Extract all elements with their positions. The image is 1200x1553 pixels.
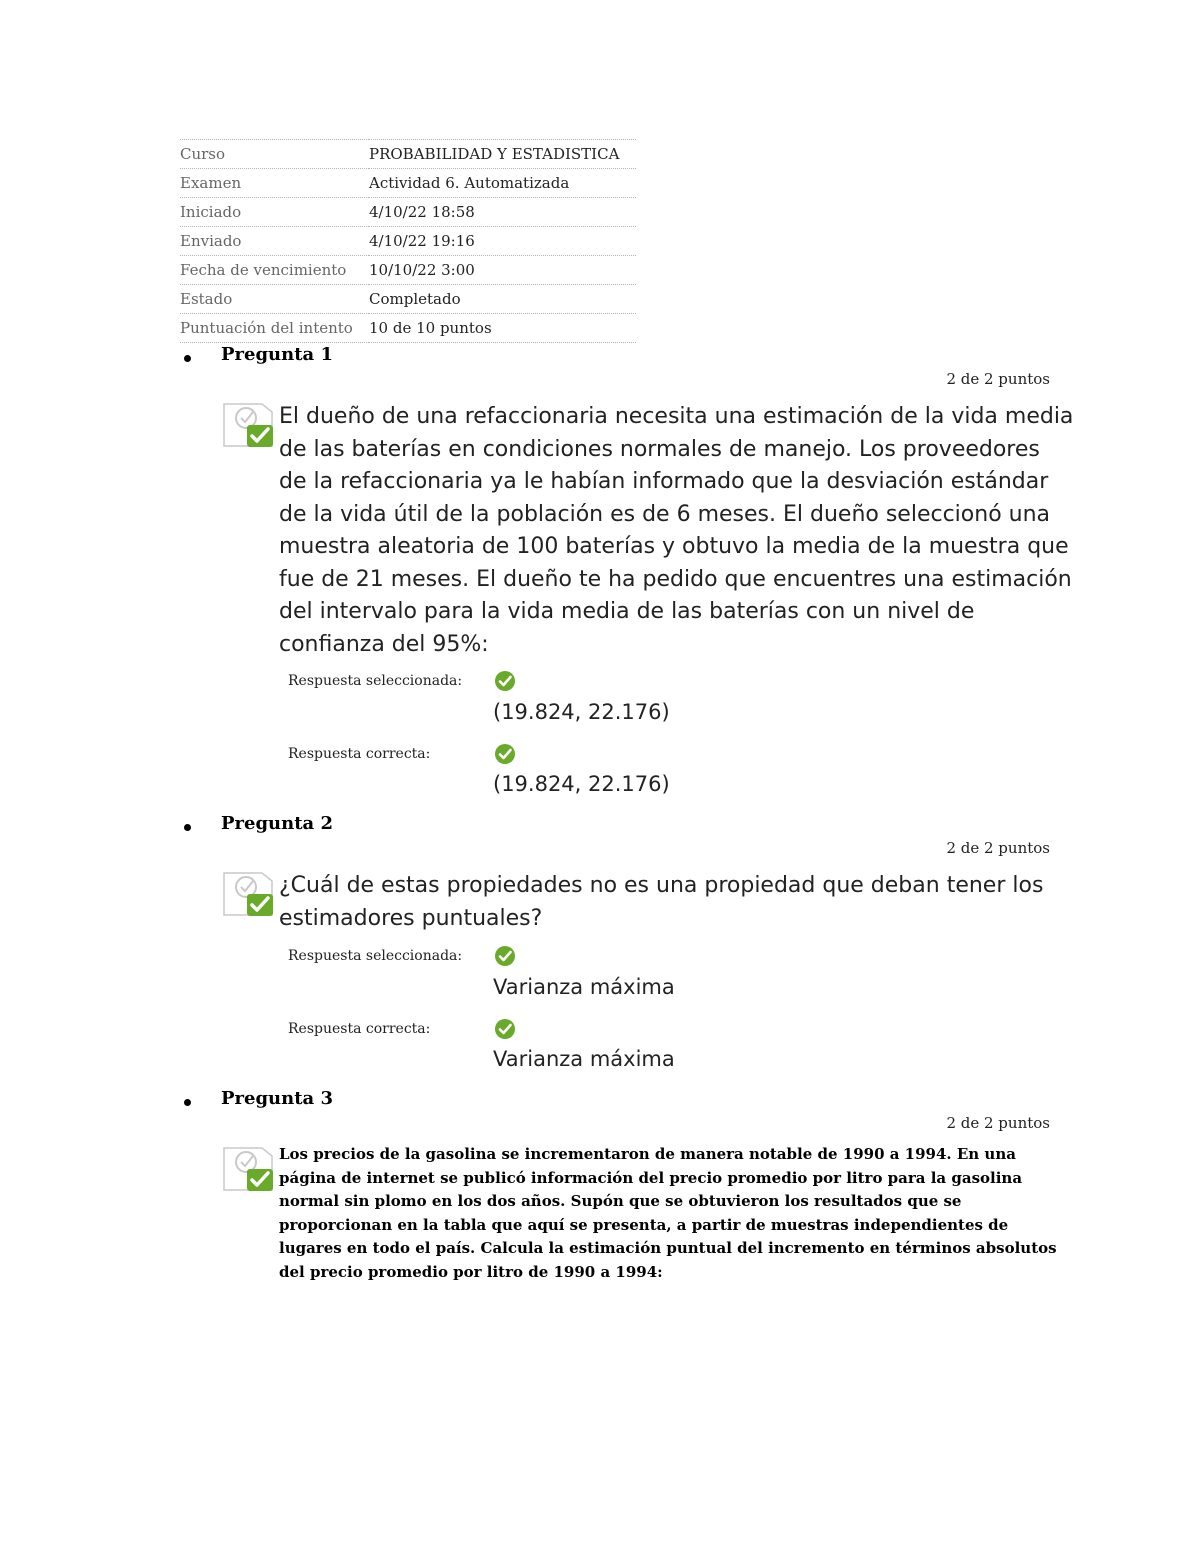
correct-answer-icon (222, 867, 276, 917)
question-title: Pregunta 1 (221, 344, 333, 365)
summary-value: 10/10/22 3:00 (369, 256, 636, 285)
summary-value: PROBABILIDAD Y ESTADISTICA (369, 140, 636, 169)
summary-label: Curso (180, 140, 369, 169)
summary-value: Actividad 6. Automatizada (369, 169, 636, 198)
check-icon (494, 945, 516, 967)
question-points: 2 de 2 puntos (946, 1114, 1050, 1132)
summary-value: 4/10/22 18:58 (369, 198, 636, 227)
selected-answer-label: Respuesta seleccionada: (288, 948, 463, 964)
correct-answer-icon (222, 1142, 276, 1192)
correct-answer-label: Respuesta correcta: (288, 1021, 431, 1037)
selected-answer-label: Respuesta seleccionada: (288, 673, 463, 689)
summary-label: Examen (180, 169, 369, 198)
summary-row (180, 314, 636, 343)
correct-answer-label: Respuesta correcta: (288, 746, 431, 762)
check-icon (494, 670, 516, 692)
summary-row (180, 285, 636, 314)
question-text: Los precios de la gasolina se incrementaron de manera notable de 1990 a 1994. En una página de internet se publicó información del precio promedio por litro para la gasolina normal sin plomo en los dos años. Supón que se obtuvieron los resultados que se proporcionan en la tabla que aquí se presenta, a partir de muestras independientes de lugares en todo el país. Calcula la estimación puntual del incremento en términos absolutos del precio promedio por litro de 1990 a 1994: (279, 1145, 1057, 1281)
check-icon (494, 743, 516, 765)
bullet (184, 355, 191, 362)
correct-answer-value: (19.824, 22.176) (493, 772, 670, 796)
summary-label: Estado (180, 285, 369, 314)
summary-row (180, 140, 636, 169)
summary-row (180, 198, 636, 227)
bullet (184, 824, 191, 831)
summary-label: Enviado (180, 227, 369, 256)
question-points: 2 de 2 puntos (946, 839, 1050, 857)
summary-label: Puntuación del intento (180, 314, 369, 343)
question-text: ¿Cuál de estas propiedades no es una propiedad que deban tener los estimadores puntuales? (279, 873, 1044, 931)
correct-answer-icon (222, 398, 276, 448)
summary-row (180, 169, 636, 198)
summary-value: 10 de 10 puntos (369, 314, 636, 343)
summary-value: Completado (369, 285, 636, 314)
question-title: Pregunta 2 (221, 813, 333, 834)
correct-answer-value: Varianza máxima (493, 1047, 675, 1071)
selected-answer-value: Varianza máxima (493, 975, 675, 999)
check-icon (494, 1018, 516, 1040)
bullet (184, 1099, 191, 1106)
summary-value: 4/10/22 19:16 (369, 227, 636, 256)
selected-answer-value: (19.824, 22.176) (493, 700, 670, 724)
attempt-summary-table (180, 139, 636, 343)
summary-label: Fecha de vencimiento (180, 256, 369, 285)
summary-row (180, 256, 636, 285)
question-text: El dueño de una refaccionaria necesita una estimación de la vida media de las baterías en condiciones normales de manejo. Los proveedores de la refaccionaria ya le habían informado que la desviación estándar de la vida útil de la población es de 6 meses. El dueño seleccionó una muestra aleatoria de 100 baterías y obtuvo la media de la muestra que fue de 21 meses. El dueño te ha pedido que encuentres una estimación del intervalo para la vida media de las baterías con un nivel de confianza del 95%: (279, 404, 1074, 657)
summary-row (180, 227, 636, 256)
question-points: 2 de 2 puntos (946, 370, 1050, 388)
summary-label: Iniciado (180, 198, 369, 227)
question-title: Pregunta 3 (221, 1088, 333, 1109)
